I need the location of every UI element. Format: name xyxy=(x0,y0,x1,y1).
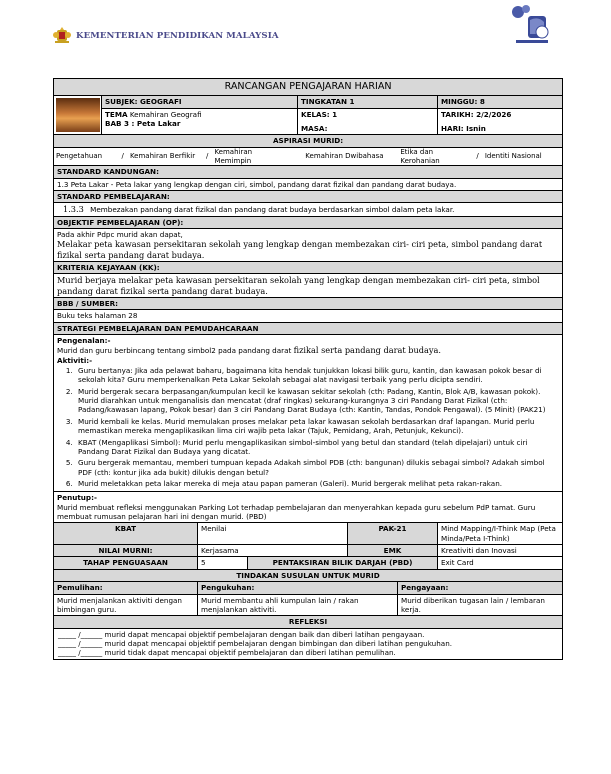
separator: / xyxy=(121,152,124,161)
aspirasi-title: ASPIRASI MURID: xyxy=(54,135,563,147)
list-item: 4. KBAT (Mengaplikasi Simbol): Murid perlu mengaplikasikan simbol-simbol yang betul dan standard (telah dipelajari) untuk ciri Pandang Darat Fizikal dan Budaya yang dicatat. xyxy=(75,438,559,457)
sp-text: Membezakan pandang darat fizikal dan pandang darat budaya berdasarkan simbol dalam peta lakar. xyxy=(90,205,455,215)
ministry-crest-icon xyxy=(52,26,72,46)
sk-text: 1.3 Peta Lakar - Peta lakar yang lengkap dengan ciri, simbol, pandang darat fizikal dan pandang darat budaya. xyxy=(54,178,563,190)
aktiviti-title: Aktiviti:- xyxy=(57,355,93,365)
aspirasi-item: Identiti Nasional xyxy=(484,152,542,161)
kbat-label: KBAT xyxy=(54,523,198,545)
bbb-title: BBB / SUMBER: xyxy=(54,297,563,309)
tp-label: TAHAP PENGUASAAN xyxy=(54,557,198,569)
school-logo-icon xyxy=(508,2,554,48)
pengukuhan-text: Murid membantu ahli kumpulan lain / rakan menjalankan aktiviti. xyxy=(198,594,398,616)
list-item: 2. Murid bergerak secara berpasangan/kumpulan kecil ke kawasan sekitar sekolah (cth: Padang, Kantin, Blok A/B, kawasan pokok). Murid diarahkan untuk menganalisis dan mencatat (draf ringkas) sekurang-kurangnya 3 ciri Pandang Darat Fizikal (cth: Padang/kawasan lapang, Pokok besar) dan 3 ciri Pandang Darat Budaya (cth: Kantin, Tandas, Pondok Pengawal). (5 Minit) (PAK21) xyxy=(75,387,559,415)
theme-label: TEMA xyxy=(105,109,128,119)
textbook-thumbnail xyxy=(54,96,102,135)
list-item: 1. Guru bertanya: Jika ada pelawat baharu, bagaimana kita hendak tunjukkan lokasi bilik guru, kantin, dan kawasan pokok besar di sekolah kita? Guru memperkenalkan Peta Lakar Sekolah sebagai alat navigasi terbaik yang perlu dicipta sendiri. xyxy=(75,366,559,385)
pak21-value: Mind Mapping/I-Think Map (Peta Minda/Peta I-Think) xyxy=(438,523,563,545)
tp-value: 5 xyxy=(198,557,248,569)
refleksi-line: _____ /______ murid dapat mencapai objektif pembelajaran dengan baik dan diberi latihan pengayaan. xyxy=(58,629,425,639)
list-item: 3. Murid kembali ke kelas. Murid memulakan proses melakar peta lakar kawasan sekolah berdasarkan draf lapangan. Murid perlu memastikan mereka mengaplikasikan lima ciri wajib peta lakar (Tajuk, Pemidang, Arah, Petunjuk, Kekunci). xyxy=(75,417,559,436)
sk-title: STANDARD KANDUNGAN: xyxy=(54,166,563,178)
aspirasi-item: Kemahiran Memimpin xyxy=(214,147,253,165)
pak21-label: PAK-21 xyxy=(348,523,438,545)
kk-text: Murid berjaya melakar peta kawasan persekitaran sekolah yang lengkap dengan membezakan ciri- ciri peta, simbol pandang darat fizikal serta pandang darat budaya. xyxy=(54,274,563,298)
penutup-cell xyxy=(54,492,563,523)
form-level: TINGKATAN 1 xyxy=(298,96,438,108)
aktiviti-list xyxy=(57,366,559,488)
op-title: OBJEKTIF PEMBELAJARAN (OP): xyxy=(54,216,563,228)
op-cell xyxy=(54,229,563,262)
penutup-title: Penutup:- xyxy=(57,493,97,503)
separator: / xyxy=(205,152,209,161)
refleksi-body xyxy=(54,628,563,659)
bbb-text: Buku teks halaman 28 xyxy=(54,310,563,322)
strategi-title: STRATEGI PEMBELAJARAN DAN PEMUDAHCARAAN xyxy=(54,322,563,334)
pengayaan-text: Murid diberikan tugasan lain / lembaran kerja. xyxy=(398,594,563,616)
week: MINGGU: 8 xyxy=(438,96,563,108)
kbat-value: Menilai xyxy=(198,523,348,545)
pengukuhan-title: Pengukuhan: xyxy=(198,582,398,594)
ministry-name: KEMENTERIAN PENDIDIKAN MALAYSIA xyxy=(76,31,279,41)
nilai-label: NILAI MURNI: xyxy=(54,545,198,557)
sp-number: 1.3.3 xyxy=(63,204,84,215)
penutup-text: Murid membuat refleksi menggunakan Parking Lot terhadap pembelajaran dan menyerahkan kepada guru sebelum PdP tamat. Guru membuat rumusan pelajaran hari ini dengan murid. (PBD) xyxy=(57,502,536,522)
kk-title: KRITERIA KEJAYAAN (KK): xyxy=(54,261,563,273)
nilai-value: Kerjasama xyxy=(198,545,348,557)
theme-value: Kemahiran Geografi xyxy=(129,109,202,119)
aspirasi-item: Pengetahuan xyxy=(56,152,103,161)
separator: / xyxy=(476,152,479,161)
list-item: 6. Murid meletakkan peta lakar mereka di meja atau papan pameran (Galeri). Murid bergerak melihat peta rakan-rakan. xyxy=(75,479,559,488)
list-item: 5. Guru bergerak memantau, memberi tumpuan kepada Adakah simbol PDB (cth: bangunan) dilukis sebagai simbol? Adakah simbol PDF (cth: kontur jika ada bukit) dilukis dengan betul? xyxy=(75,458,559,477)
pemulihan-title: Pemulihan: xyxy=(54,582,198,594)
sp-text-cell xyxy=(54,203,563,216)
aspirasi-row xyxy=(54,147,563,166)
theme-chapter xyxy=(102,108,298,135)
time: MASA: xyxy=(298,123,438,135)
pemulihan-text: Murid menjalankan aktiviti dengan bimbingan guru. xyxy=(54,594,198,616)
lesson-plan-table xyxy=(53,78,563,660)
refleksi-line: _____ /______ murid dapat mencapai objektif pembelajaran dengan bimbingan dan diberi latihan pengukuhan. xyxy=(58,638,453,648)
date: TARIKH: 2/2/2026 xyxy=(438,108,563,123)
emk-label: EMK xyxy=(348,545,438,557)
chapter: BAB 3 : Peta Lakar xyxy=(105,119,181,129)
refleksi-title: REFLEKSI xyxy=(54,616,563,628)
op-intro: Pada akhir Pdpc murid akan dapat, xyxy=(57,230,183,240)
pengenalan-text xyxy=(57,345,559,355)
doc-title: RANCANGAN PENGAJARAN HARIAN xyxy=(54,79,563,96)
pengenalan-sans: Murid dan guru berbincang tentang simbol2 pada pandang darat xyxy=(57,346,292,356)
day: HARI: Isnin xyxy=(438,123,563,135)
pbd-label: PENTAKSIRAN BILIK DARJAH (PBD) xyxy=(248,557,438,569)
emk-value: Kreativiti dan Inovasi xyxy=(438,545,563,557)
refleksi-line: _____ /______ murid tidak dapat mencapai objektif pembelajaran dan diberi latihan pemulihan. xyxy=(58,648,396,658)
lesson-plan xyxy=(53,78,562,660)
pengenalan-serif: fizikal serta pandang darat budaya. xyxy=(293,345,442,356)
class: KELAS: 1 xyxy=(298,108,438,123)
pengenalan-title: Pengenalan:- xyxy=(57,335,111,345)
op-text: Melakar peta kawasan persekitaran sekolah yang lengkap dengan membezakan ciri- ciri peta, simbol pandang darat fizikal serta pandang darat budaya. xyxy=(57,239,543,260)
pbd-value: Exit Card xyxy=(438,557,563,569)
sp-title: STANDARD PEMBELAJARAN: xyxy=(54,191,563,203)
subject: SUBJEK: GEOGRAFI xyxy=(102,96,298,108)
aspirasi-item: Etika dan Kerohanian xyxy=(400,147,440,165)
pengayaan-title: Pengayaan: xyxy=(398,582,563,594)
aspirasi-item: Kemahiran Berfikir xyxy=(129,152,196,161)
strategi-body xyxy=(54,334,563,491)
aspirasi-item: Kemahiran Dwibahasa xyxy=(305,152,384,161)
susulan-title: TINDAKAN SUSULAN UNTUK MURID xyxy=(54,569,563,581)
